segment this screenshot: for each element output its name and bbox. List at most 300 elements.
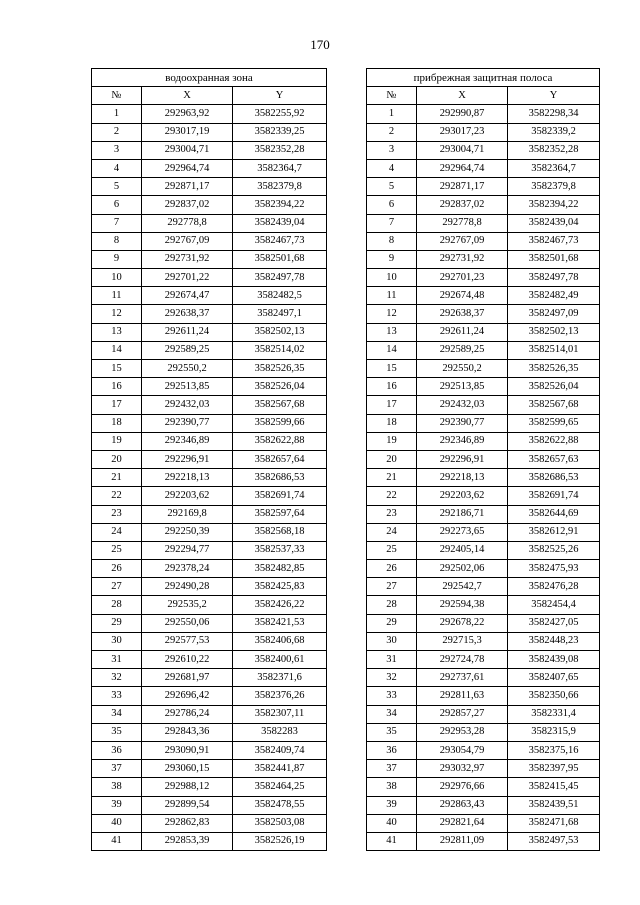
coord-x: 292542,7 [417, 578, 508, 596]
coord-y: 3582612,91 [508, 523, 600, 541]
point-number: 33 [92, 687, 142, 705]
table-row [367, 614, 600, 632]
table-row [92, 250, 327, 268]
coord-y: 3582352,28 [508, 141, 600, 159]
point-number: 27 [92, 578, 142, 596]
table-row [367, 541, 600, 559]
table-row [92, 596, 327, 614]
coord-x: 292273,65 [417, 523, 508, 541]
table-row [92, 505, 327, 523]
point-number: 19 [367, 432, 417, 450]
coord-y: 3582567,68 [508, 396, 600, 414]
table-row [92, 669, 327, 687]
table-row [92, 432, 327, 450]
table-row [92, 523, 327, 541]
table-row [92, 305, 327, 323]
coord-y: 3582497,09 [508, 305, 600, 323]
coord-x: 292701,22 [142, 269, 233, 287]
point-number: 32 [367, 669, 417, 687]
coord-y: 3582526,35 [508, 360, 600, 378]
table-row [367, 651, 600, 669]
table-row [367, 469, 600, 487]
table-row [367, 814, 600, 832]
table-row [367, 305, 600, 323]
coord-x: 292203,62 [417, 487, 508, 505]
point-number: 2 [92, 123, 142, 141]
coord-x: 292853,39 [142, 832, 233, 850]
coord-x: 292432,03 [142, 396, 233, 414]
column-header-x: X [142, 87, 233, 105]
table-row [92, 578, 327, 596]
coord-y: 3582691,74 [508, 487, 600, 505]
table-row [92, 378, 327, 396]
table-row [92, 232, 327, 250]
coord-y: 3582350,66 [508, 687, 600, 705]
coord-x: 292857,27 [417, 705, 508, 723]
column-header-number: № [367, 87, 417, 105]
table-row [367, 250, 600, 268]
coord-x: 292871,17 [417, 178, 508, 196]
coord-x: 292674,47 [142, 287, 233, 305]
coord-x: 292674,48 [417, 287, 508, 305]
point-number: 9 [92, 250, 142, 268]
table-row [92, 341, 327, 359]
coord-x: 292778,8 [142, 214, 233, 232]
coord-x: 293032,97 [417, 760, 508, 778]
coord-x: 292964,74 [142, 159, 233, 177]
coord-y: 3582439,04 [233, 214, 327, 232]
point-number: 17 [92, 396, 142, 414]
coord-x: 292767,09 [142, 232, 233, 250]
table-row [92, 723, 327, 741]
point-number: 36 [367, 741, 417, 759]
coord-y: 3582376,26 [233, 687, 327, 705]
point-number: 13 [367, 323, 417, 341]
coord-y: 3582467,73 [233, 232, 327, 250]
point-number: 18 [367, 414, 417, 432]
coord-y: 3582657,64 [233, 450, 327, 468]
coord-y: 3582482,5 [233, 287, 327, 305]
point-number: 29 [367, 614, 417, 632]
coord-y: 3582379,8 [233, 178, 327, 196]
point-number: 31 [367, 651, 417, 669]
coord-y: 3582439,08 [508, 651, 600, 669]
coord-y: 3582467,73 [508, 232, 600, 250]
coord-y: 3582339,25 [233, 123, 327, 141]
coord-x: 293017,19 [142, 123, 233, 141]
point-number: 28 [92, 596, 142, 614]
point-number: 41 [92, 832, 142, 850]
point-number: 20 [92, 450, 142, 468]
table-row [92, 687, 327, 705]
coord-y: 3582644,69 [508, 505, 600, 523]
coord-x: 292346,89 [142, 432, 233, 450]
point-number: 36 [92, 741, 142, 759]
point-number: 34 [92, 705, 142, 723]
column-header-y: Y [508, 87, 600, 105]
coord-y: 3582307,11 [233, 705, 327, 723]
coord-y: 3582568,18 [233, 523, 327, 541]
coord-x: 292731,92 [142, 250, 233, 268]
table-row [367, 578, 600, 596]
coord-x: 292837,02 [142, 196, 233, 214]
table-row [367, 523, 600, 541]
table-row [367, 560, 600, 578]
water-protection-zone-table [91, 68, 327, 851]
point-number: 38 [367, 778, 417, 796]
coord-y: 3582501,68 [233, 250, 327, 268]
coastal-protection-strip-table [366, 68, 600, 851]
coord-x: 292988,12 [142, 778, 233, 796]
point-number: 16 [92, 378, 142, 396]
point-number: 37 [367, 760, 417, 778]
point-number: 30 [92, 632, 142, 650]
coord-y: 3582441,87 [233, 760, 327, 778]
point-number: 2 [367, 123, 417, 141]
coord-x: 292715,3 [417, 632, 508, 650]
coord-y: 3582686,53 [508, 469, 600, 487]
coord-y: 3582497,78 [508, 269, 600, 287]
table-row [92, 414, 327, 432]
table-row [367, 796, 600, 814]
point-number: 3 [367, 141, 417, 159]
table-row [367, 832, 600, 850]
table-row [367, 669, 600, 687]
coord-x: 292218,13 [417, 469, 508, 487]
coord-x: 292963,92 [142, 105, 233, 123]
point-number: 31 [92, 651, 142, 669]
coord-y: 3582407,65 [508, 669, 600, 687]
coord-y: 3582686,53 [233, 469, 327, 487]
coord-y: 3582567,68 [233, 396, 327, 414]
coord-x: 292405,14 [417, 541, 508, 559]
coord-y: 3582426,22 [233, 596, 327, 614]
coord-y: 3582298,34 [508, 105, 600, 123]
coord-y: 3582501,68 [508, 250, 600, 268]
coord-y: 3582379,8 [508, 178, 600, 196]
table-row [92, 323, 327, 341]
coord-x: 292990,87 [417, 105, 508, 123]
point-number: 14 [367, 341, 417, 359]
point-number: 21 [92, 469, 142, 487]
coord-x: 292390,77 [142, 414, 233, 432]
coord-x: 293004,71 [142, 141, 233, 159]
coord-x: 293004,71 [417, 141, 508, 159]
point-number: 33 [367, 687, 417, 705]
table-row [92, 159, 327, 177]
column-header-x: X [417, 87, 508, 105]
table-row [92, 396, 327, 414]
table-row [367, 723, 600, 741]
point-number: 13 [92, 323, 142, 341]
table-row [367, 414, 600, 432]
table-row [367, 741, 600, 759]
coord-x: 292535,2 [142, 596, 233, 614]
table-row [92, 123, 327, 141]
coord-x: 292250,39 [142, 523, 233, 541]
table-row [367, 687, 600, 705]
point-number: 7 [367, 214, 417, 232]
coord-y: 3582691,74 [233, 487, 327, 505]
coord-x: 292871,17 [142, 178, 233, 196]
coord-x: 292577,53 [142, 632, 233, 650]
coord-x: 292186,71 [417, 505, 508, 523]
coord-y: 3582478,55 [233, 796, 327, 814]
coord-x: 292378,24 [142, 560, 233, 578]
table-row [367, 450, 600, 468]
table-row [367, 232, 600, 250]
coord-y: 3582525,26 [508, 541, 600, 559]
table-row [92, 560, 327, 578]
coord-x: 292502,06 [417, 560, 508, 578]
table-row [367, 778, 600, 796]
coord-x: 292678,22 [417, 614, 508, 632]
coord-x: 292786,24 [142, 705, 233, 723]
coord-x: 292390,77 [417, 414, 508, 432]
coord-y: 3582331,4 [508, 705, 600, 723]
coord-x: 293060,15 [142, 760, 233, 778]
coord-y: 3582514,02 [233, 341, 327, 359]
point-number: 21 [367, 469, 417, 487]
coord-x: 292696,42 [142, 687, 233, 705]
point-number: 12 [92, 305, 142, 323]
coord-y: 3582502,13 [233, 323, 327, 341]
coord-x: 292490,28 [142, 578, 233, 596]
table-row [92, 450, 327, 468]
point-number: 18 [92, 414, 142, 432]
point-number: 29 [92, 614, 142, 632]
table-row [367, 505, 600, 523]
coord-y: 3582364,7 [508, 159, 600, 177]
coord-y: 3582537,33 [233, 541, 327, 559]
point-number: 16 [367, 378, 417, 396]
table-row [92, 705, 327, 723]
table-row [367, 323, 600, 341]
coord-y: 3582526,04 [508, 378, 600, 396]
coord-y: 3582622,88 [233, 432, 327, 450]
coord-x: 292589,25 [417, 341, 508, 359]
table-row [92, 214, 327, 232]
coord-x: 293017,23 [417, 123, 508, 141]
table-row [92, 778, 327, 796]
point-number: 19 [92, 432, 142, 450]
coord-x: 292863,43 [417, 796, 508, 814]
coord-x: 292731,92 [417, 250, 508, 268]
point-number: 1 [92, 105, 142, 123]
table-row [92, 741, 327, 759]
table-row [92, 469, 327, 487]
point-number: 15 [92, 360, 142, 378]
coord-x: 292169,8 [142, 505, 233, 523]
coord-y: 3582514,01 [508, 341, 600, 359]
point-number: 11 [367, 287, 417, 305]
coord-y: 3582364,7 [233, 159, 327, 177]
coord-y: 3582476,28 [508, 578, 600, 596]
table-row [92, 760, 327, 778]
coord-x: 292513,85 [142, 378, 233, 396]
table-row [367, 141, 600, 159]
coord-y: 3582409,74 [233, 741, 327, 759]
coord-y: 3582599,66 [233, 414, 327, 432]
coord-y: 3582497,1 [233, 305, 327, 323]
coord-y: 3582425,83 [233, 578, 327, 596]
point-number: 35 [92, 723, 142, 741]
coord-x: 292638,37 [417, 305, 508, 323]
point-number: 23 [92, 505, 142, 523]
table-title: водоохранная зона [92, 69, 327, 87]
coord-y: 3582526,19 [233, 832, 327, 850]
coord-x: 292638,37 [142, 305, 233, 323]
table-row [92, 487, 327, 505]
coord-x: 292550,2 [142, 360, 233, 378]
point-number: 26 [92, 560, 142, 578]
coord-y: 3582464,25 [233, 778, 327, 796]
coord-x: 292296,91 [142, 450, 233, 468]
coord-x: 292346,89 [417, 432, 508, 450]
point-number: 25 [367, 541, 417, 559]
coord-x: 292432,03 [417, 396, 508, 414]
table-row [92, 541, 327, 559]
coord-x: 292976,66 [417, 778, 508, 796]
coord-y: 3582482,85 [233, 560, 327, 578]
table-row [92, 651, 327, 669]
coord-x: 292681,97 [142, 669, 233, 687]
table-row [367, 378, 600, 396]
point-number: 6 [367, 196, 417, 214]
coord-y: 3582526,35 [233, 360, 327, 378]
point-number: 11 [92, 287, 142, 305]
coord-y: 3582482,49 [508, 287, 600, 305]
table-row [92, 360, 327, 378]
point-number: 37 [92, 760, 142, 778]
coord-x: 292550,2 [417, 360, 508, 378]
table-row [92, 814, 327, 832]
coord-y: 3582375,16 [508, 741, 600, 759]
point-number: 20 [367, 450, 417, 468]
point-number: 14 [92, 341, 142, 359]
table-row [367, 159, 600, 177]
coord-y: 3582526,04 [233, 378, 327, 396]
coord-y: 3582497,53 [508, 832, 600, 850]
point-number: 10 [92, 269, 142, 287]
coord-y: 3582439,51 [508, 796, 600, 814]
table-row [367, 341, 600, 359]
point-number: 24 [367, 523, 417, 541]
coord-y: 3582599,65 [508, 414, 600, 432]
table-row [367, 760, 600, 778]
coord-y: 3582415,45 [508, 778, 600, 796]
coord-x: 292953,28 [417, 723, 508, 741]
table-row [367, 396, 600, 414]
table-row [92, 196, 327, 214]
coord-y: 3582421,53 [233, 614, 327, 632]
coord-x: 292899,54 [142, 796, 233, 814]
table-row [367, 432, 600, 450]
coord-y: 3582394,22 [233, 196, 327, 214]
table-row [92, 105, 327, 123]
coord-y: 3582622,88 [508, 432, 600, 450]
coord-y: 3582497,78 [233, 269, 327, 287]
coord-x: 292837,02 [417, 196, 508, 214]
point-number: 17 [367, 396, 417, 414]
point-number: 30 [367, 632, 417, 650]
coord-x: 292218,13 [142, 469, 233, 487]
table-row [367, 105, 600, 123]
coord-y: 3582400,61 [233, 651, 327, 669]
coord-y: 3582657,63 [508, 450, 600, 468]
table-row [367, 360, 600, 378]
coord-x: 292811,09 [417, 832, 508, 850]
coord-x: 292513,85 [417, 378, 508, 396]
coord-y: 3582315,9 [508, 723, 600, 741]
table-row [92, 287, 327, 305]
point-number: 5 [367, 178, 417, 196]
coord-y: 3582397,95 [508, 760, 600, 778]
point-number: 8 [367, 232, 417, 250]
coord-x: 292550,06 [142, 614, 233, 632]
coord-x: 292611,24 [142, 323, 233, 341]
coord-x: 292701,23 [417, 269, 508, 287]
point-number: 24 [92, 523, 142, 541]
coord-y: 3582406,68 [233, 632, 327, 650]
coord-x: 292594,38 [417, 596, 508, 614]
table-row [92, 632, 327, 650]
point-number: 38 [92, 778, 142, 796]
column-header-number: № [92, 87, 142, 105]
coord-y: 3582502,13 [508, 323, 600, 341]
table-row [92, 796, 327, 814]
point-number: 39 [92, 796, 142, 814]
point-number: 9 [367, 250, 417, 268]
point-number: 40 [92, 814, 142, 832]
point-number: 40 [367, 814, 417, 832]
coord-x: 292821,64 [417, 814, 508, 832]
point-number: 22 [367, 487, 417, 505]
coord-y: 3582439,04 [508, 214, 600, 232]
point-number: 35 [367, 723, 417, 741]
column-header-y: Y [233, 87, 327, 105]
table-row [92, 269, 327, 287]
table-row [367, 269, 600, 287]
table-row [367, 123, 600, 141]
table-row [367, 178, 600, 196]
point-number: 1 [367, 105, 417, 123]
point-number: 8 [92, 232, 142, 250]
point-number: 23 [367, 505, 417, 523]
coord-x: 292964,74 [417, 159, 508, 177]
table-row [367, 487, 600, 505]
point-number: 7 [92, 214, 142, 232]
point-number: 10 [367, 269, 417, 287]
coord-x: 292767,09 [417, 232, 508, 250]
coord-y: 3582394,22 [508, 196, 600, 214]
point-number: 34 [367, 705, 417, 723]
coord-x: 292610,22 [142, 651, 233, 669]
point-number: 4 [367, 159, 417, 177]
table-row [367, 287, 600, 305]
point-number: 22 [92, 487, 142, 505]
coord-y: 3582454,4 [508, 596, 600, 614]
coord-x: 292778,8 [417, 214, 508, 232]
table-row [92, 141, 327, 159]
point-number: 5 [92, 178, 142, 196]
table-row [367, 705, 600, 723]
coord-x: 292296,91 [417, 450, 508, 468]
coord-y: 3582503,08 [233, 814, 327, 832]
point-number: 25 [92, 541, 142, 559]
table-row [367, 196, 600, 214]
table-row [367, 596, 600, 614]
